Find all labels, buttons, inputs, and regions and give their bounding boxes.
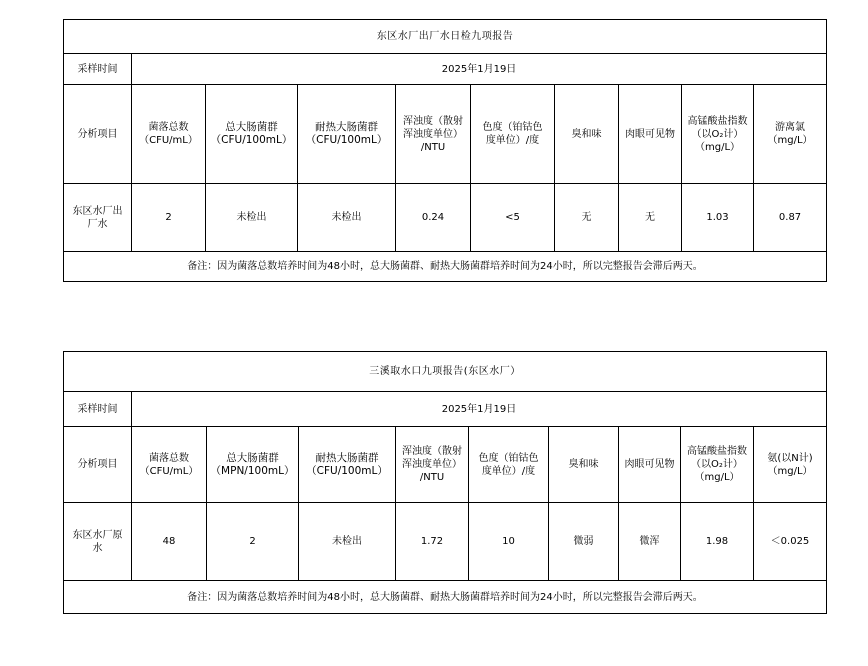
value-free-chlorine: 0.87 bbox=[754, 184, 827, 252]
value-total-coliforms: 未检出 bbox=[206, 184, 298, 252]
header-total-coliforms: 总大肠菌群 （MPN/100mL） bbox=[207, 427, 299, 503]
analysis-item-label: 分析项目 bbox=[64, 427, 132, 503]
value-odor-taste: 无 bbox=[555, 184, 619, 252]
finished-water-report-table bbox=[63, 19, 827, 282]
report-title: 三溪取水口九项报告(东区水厂） bbox=[64, 352, 827, 392]
value-permanganate-index: 1.98 bbox=[681, 503, 754, 581]
value-visible-matter: 无 bbox=[619, 184, 682, 252]
value-color: <5 bbox=[471, 184, 555, 252]
value-thermotolerant-coliforms: 未检出 bbox=[298, 184, 396, 252]
header-thermotolerant-coliforms: 耐热大肠菌群 （CFU/100mL） bbox=[298, 85, 396, 184]
header-permanganate-index: 高锰酸盐指数 （以O₂计） （mg/L） bbox=[682, 85, 754, 184]
value-turbidity: 1.72 bbox=[396, 503, 469, 581]
row-label: 东区水厂原 水 bbox=[64, 503, 132, 581]
header-ammonia: 氨(以N计) （mg/L） bbox=[754, 427, 827, 503]
report-note: 备注：因为菌落总数培养时间为48小时，总大肠菌群、耐热大肠菌群培养时间为24小时，所以完整报告会滞后两天。 bbox=[64, 581, 827, 614]
intake-water-report-table bbox=[63, 351, 827, 614]
header-thermotolerant-coliforms: 耐热大肠菌群 （CFU/100mL） bbox=[299, 427, 396, 503]
value-visible-matter: 微浑 bbox=[619, 503, 681, 581]
header-row bbox=[64, 85, 827, 184]
header-color: 色度（铂钴色 度单位）/度 bbox=[469, 427, 549, 503]
sampling-time-label: 采样时间 bbox=[64, 54, 132, 85]
value-permanganate-index: 1.03 bbox=[682, 184, 754, 252]
table-row bbox=[64, 184, 827, 252]
report-title: 东区水厂出厂水日检九项报告 bbox=[64, 20, 827, 54]
header-color: 色度（铂钴色 度单位）/度 bbox=[471, 85, 555, 184]
header-turbidity: 浑浊度（散射 浑浊度单位） /NTU bbox=[396, 427, 469, 503]
table-row bbox=[64, 503, 827, 581]
value-ammonia: ＜0.025 bbox=[754, 503, 827, 581]
header-visible-matter: 肉眼可见物 bbox=[619, 427, 681, 503]
value-total-coliforms: 2 bbox=[207, 503, 299, 581]
header-visible-matter: 肉眼可见物 bbox=[619, 85, 682, 184]
header-row bbox=[64, 427, 827, 503]
value-color: 10 bbox=[469, 503, 549, 581]
row-label: 东区水厂出 厂水 bbox=[64, 184, 132, 252]
value-thermotolerant-coliforms: 未检出 bbox=[299, 503, 396, 581]
value-colony-count: 2 bbox=[132, 184, 206, 252]
header-permanganate-index: 高锰酸盐指数 （以O₂计） （mg/L） bbox=[681, 427, 754, 503]
sampling-date: 2025年1月19日 bbox=[132, 54, 827, 85]
header-odor-taste: 臭和味 bbox=[555, 85, 619, 184]
sampling-date: 2025年1月19日 bbox=[132, 392, 827, 427]
header-colony-count: 菌落总数 （CFU/mL） bbox=[132, 427, 207, 503]
sampling-time-label: 采样时间 bbox=[64, 392, 132, 427]
header-turbidity: 浑浊度（散射 浑浊度单位） /NTU bbox=[396, 85, 471, 184]
header-colony-count: 菌落总数 （CFU/mL） bbox=[132, 85, 206, 184]
value-odor-taste: 微弱 bbox=[549, 503, 619, 581]
header-odor-taste: 臭和味 bbox=[549, 427, 619, 503]
report-note: 备注：因为菌落总数培养时间为48小时，总大肠菌群、耐热大肠菌群培养时间为24小时，所以完整报告会滞后两天。 bbox=[64, 252, 827, 282]
value-turbidity: 0.24 bbox=[396, 184, 471, 252]
header-total-coliforms: 总大肠菌群 （CFU/100mL） bbox=[206, 85, 298, 184]
analysis-item-label: 分析项目 bbox=[64, 85, 132, 184]
header-free-chlorine: 游离氯 （mg/L） bbox=[754, 85, 827, 184]
value-colony-count: 48 bbox=[132, 503, 207, 581]
